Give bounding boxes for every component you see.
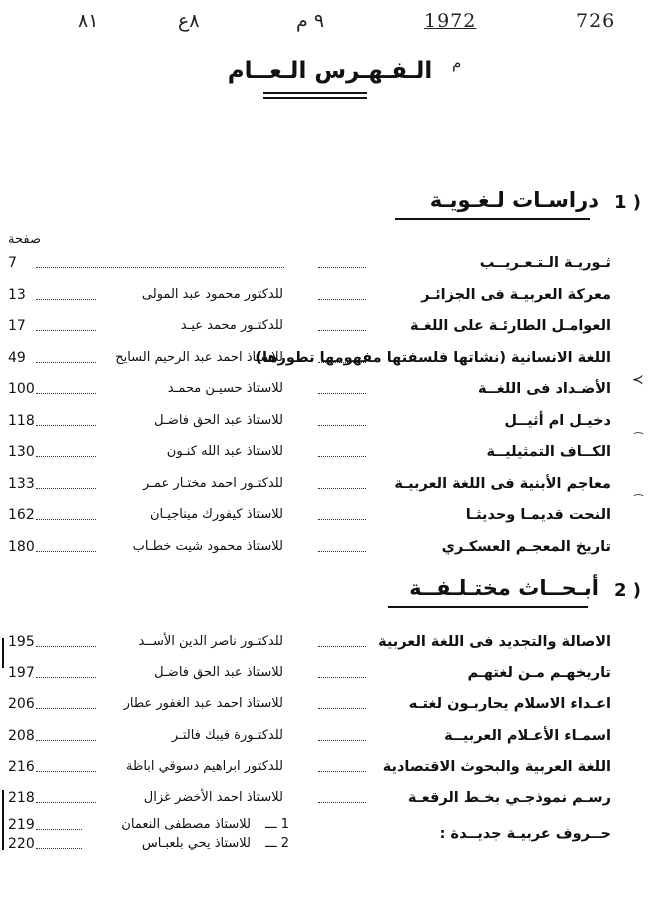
page-number: 195 xyxy=(8,634,35,650)
author-name: للاستاذ كيفورك ميناجيـان xyxy=(150,507,283,522)
author-name: للاستاذ احمد عبد الرحيم السايح xyxy=(115,349,283,365)
topic-title: ثـوريـة الـتـعـريــب xyxy=(479,255,611,271)
item-number: 1 ـــ xyxy=(265,817,289,832)
title-underline-1 xyxy=(263,92,367,94)
topic-title: معاجم الأبنية فى اللغة العربيـة xyxy=(394,475,611,492)
toc-row xyxy=(0,381,651,403)
leader-dots xyxy=(318,740,366,741)
leader-dots xyxy=(318,330,366,331)
author-name: للدكتور ابراهيم دسوقي اباظة xyxy=(126,758,283,774)
author-name: للدكتور محمود عبد المولى xyxy=(141,286,283,302)
leader-dots xyxy=(36,740,96,741)
leader-dots xyxy=(36,330,96,331)
page-number: 133 xyxy=(8,475,35,492)
leader-dots xyxy=(36,551,96,552)
page-number: 218 xyxy=(8,790,35,806)
author-name: للاستاذ مصطفى النعمان xyxy=(121,817,251,832)
toc-row xyxy=(0,759,651,781)
topic-title: رسـم نموذجـي بخـط الرقعـة xyxy=(407,790,611,806)
leader-dots xyxy=(36,519,96,520)
topic-title: الأضـداد فى اللغــة xyxy=(477,381,611,397)
topic-title: اللغة العربية والبحوث الاقتصادية xyxy=(382,758,611,775)
topic-title: النحت قديمـا وحديثـا xyxy=(465,507,611,523)
section-2-number: 2 ) xyxy=(614,580,642,601)
author-name: للاستاذ محمود شيت خطـاب xyxy=(132,538,283,554)
leader-dots xyxy=(36,456,96,457)
page-number: 220 xyxy=(8,836,35,852)
leader-dots xyxy=(318,456,366,457)
handwritten-note-mid2: ٩ م xyxy=(296,10,325,32)
toc-row xyxy=(0,255,651,277)
leader-dots xyxy=(36,829,82,830)
topic-title: اسمـاء الأعـلام العربيــة xyxy=(444,727,611,744)
handwritten-note-left: ٨١ xyxy=(78,10,99,32)
leader-dots xyxy=(36,488,96,489)
leader-dots xyxy=(36,646,96,647)
page-title: الـفـهـرس الـعــام xyxy=(227,58,433,84)
page-number: 206 xyxy=(8,696,35,713)
page-number: 118 xyxy=(8,412,35,429)
leader-dots xyxy=(318,267,366,268)
section-1-number: 1 ) xyxy=(614,192,642,213)
page-number: 17 xyxy=(8,318,26,334)
author-name: للاستاذ احمد عبد الغفور عطار xyxy=(123,696,283,712)
author-name: للدكتـورة فيبك فالتـر xyxy=(171,727,283,743)
leader-dots xyxy=(318,677,366,678)
leader-dots xyxy=(318,519,366,520)
page-number: 208 xyxy=(8,727,35,744)
toc-row xyxy=(0,728,651,750)
toc-row xyxy=(0,539,651,561)
toc-row xyxy=(0,790,651,812)
leader-dots xyxy=(318,425,366,426)
topic-title: حــروف عربيـة جديــدة : xyxy=(439,826,611,842)
handwritten-page-number: 726 xyxy=(576,10,616,32)
margin-bar xyxy=(2,638,4,668)
leader-dots xyxy=(36,848,82,849)
author-name: للدكتـور ناصر الدين الأســد xyxy=(138,634,283,649)
toc-row xyxy=(0,634,651,656)
topic-title: اعـداء الاسلام يحاربـون لغتـه xyxy=(408,696,611,713)
leader-dots xyxy=(318,646,366,647)
page-number: 219 xyxy=(8,817,35,833)
leader-dots xyxy=(36,425,96,426)
toc-row xyxy=(0,318,651,340)
topic-title: تاريخهـم مـن لغتهـم xyxy=(467,665,611,682)
page-number: 216 xyxy=(8,758,35,775)
author-name: للاستاذ عبد الحق فاضـل xyxy=(154,412,283,428)
section-2-title: أبـحــاث مختـلـفــة xyxy=(409,576,599,600)
margin-tick-mark-2: ⁀ xyxy=(634,494,643,507)
page-number: 13 xyxy=(8,286,26,303)
section-1-title: دراسـات لـغـويـة xyxy=(429,188,599,212)
margin-arrow-mark: ≺ xyxy=(632,372,644,388)
margin-tick-mark: ⁀ xyxy=(634,432,643,445)
page-number: 49 xyxy=(8,349,26,366)
author-name: للاستاذ عبد الحق فاضـل xyxy=(154,665,283,681)
toc-row xyxy=(0,696,651,718)
leader-dots xyxy=(36,267,284,268)
leader-dots xyxy=(36,299,96,300)
leader-dots xyxy=(318,802,366,803)
page-number: 130 xyxy=(8,444,35,460)
topic-title: اللغة الانسانية (نشاتها فلسفتها مفهومها تطورها) xyxy=(255,349,611,366)
final-item-row xyxy=(0,836,651,858)
page-number: 197 xyxy=(8,665,35,682)
leader-dots xyxy=(318,393,366,394)
topic-title: الاصالة والتجديد فى اللغة العربية xyxy=(378,634,611,650)
leader-dots xyxy=(318,488,366,489)
leader-dots xyxy=(318,771,366,772)
page-column-label: صفحة xyxy=(8,232,41,247)
title-underline-2 xyxy=(263,97,367,99)
topic-title: العوامـل الطارئـة على اللغـة xyxy=(410,318,611,334)
toc-row xyxy=(0,507,651,529)
author-name: للاستاذ احمد الأخضر غزال xyxy=(143,790,283,805)
author-name: للدكتـور احمد مختـار عمـر xyxy=(143,475,283,491)
topic-title: الكــاف التمثيليــة xyxy=(486,444,611,460)
author-name: للدكتـور محمد عيـد xyxy=(180,318,283,333)
toc-row xyxy=(0,665,651,687)
handwritten-year: 1972 xyxy=(424,10,477,32)
section-1-underline xyxy=(395,218,590,220)
page-number: 100 xyxy=(8,381,35,397)
leader-dots xyxy=(36,771,96,772)
leader-dots xyxy=(318,299,366,300)
leader-dots xyxy=(36,802,96,803)
leader-dots xyxy=(36,362,96,363)
section-2-underline xyxy=(388,606,588,608)
page-number: 180 xyxy=(8,538,35,555)
toc-row xyxy=(0,444,651,466)
author-name: للاستاذ عبد الله كنـون xyxy=(166,444,283,459)
title-handwritten-mark: م xyxy=(452,54,462,72)
topic-title: معركة العربيـة فى الجزائـر xyxy=(421,286,611,303)
author-name: للاستاذ يحي بلعبـاس xyxy=(141,836,251,851)
page-number: 162 xyxy=(8,507,35,523)
toc-row xyxy=(0,287,651,309)
leader-dots xyxy=(36,677,96,678)
toc-row xyxy=(0,413,651,435)
topic-title: دخيـل ام أثيــل xyxy=(504,412,611,429)
toc-row xyxy=(0,476,651,498)
page-number: 7 xyxy=(8,255,17,271)
toc-row xyxy=(0,350,651,372)
leader-dots xyxy=(318,551,366,552)
topic-title: تاريخ المعجـم العسكـري xyxy=(441,538,611,555)
handwritten-note-mid1: ٨ع xyxy=(178,10,200,32)
leader-dots xyxy=(36,708,96,709)
leader-dots xyxy=(36,393,96,394)
item-number: 2 ـــ xyxy=(265,836,289,851)
leader-dots xyxy=(318,708,366,709)
author-name: للاستاذ حسيـن محمـد xyxy=(167,381,283,396)
